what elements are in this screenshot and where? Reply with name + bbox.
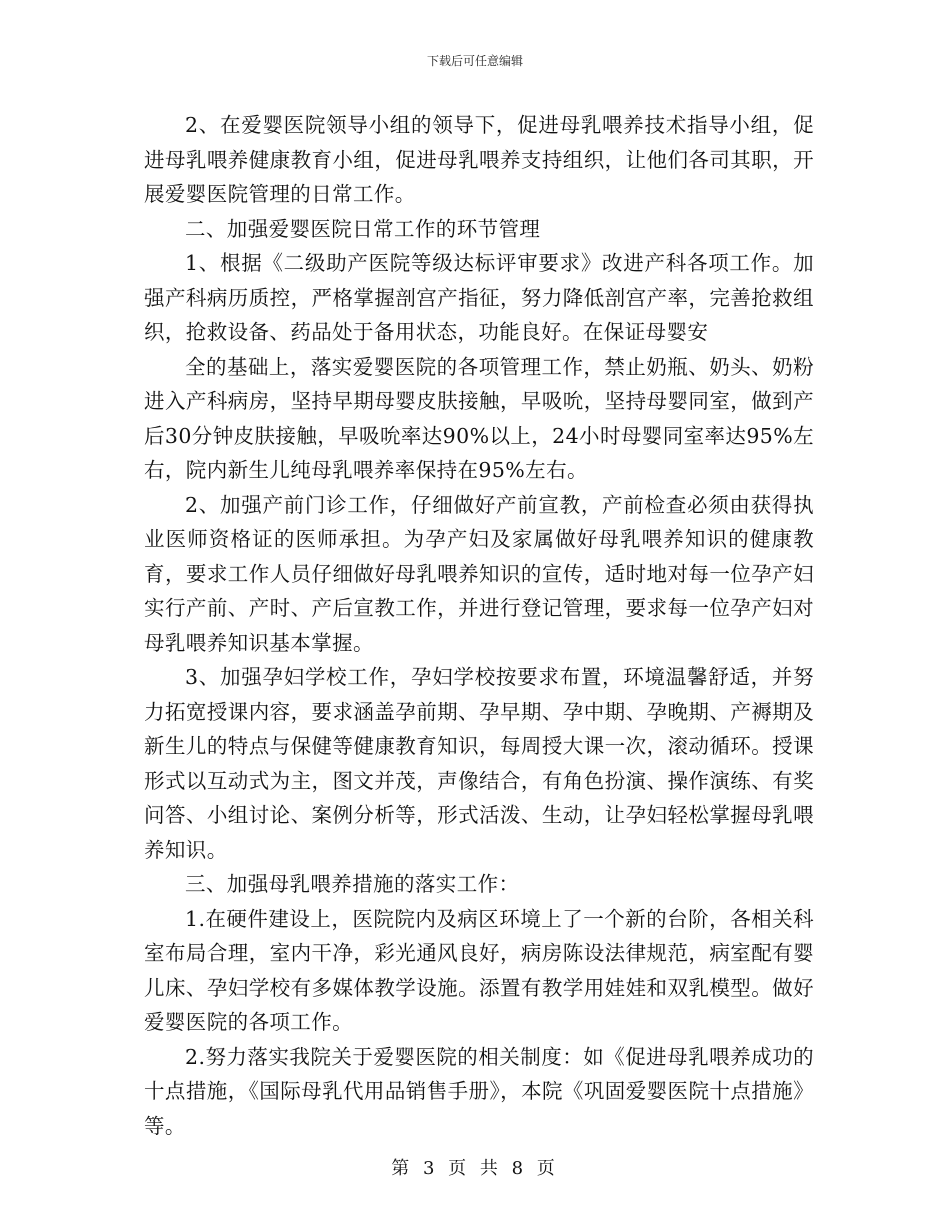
paragraph-2-1: 1、根据《二级助产医院等级达标评审要求》改进产科各项工作。加强产科病历质控，严格掌握剖宫产指征，努力降低剖宫产率，完善抢救组织，抢救设备、药品处于备用状态，功能良好。在保证母婴安: [144, 251, 814, 344]
paragraph-2-3: 3、加强孕妇学校工作，孕妇学校按要求布置，环境温馨舒适，并努力拓宽授课内容，要求涵盖孕前期、孕早期、孕中期、孕晚期、产褥期及新生儿的特点与保健等健康教育知识，每周授大课一次，滚动循环。授课形式以互动式为主，图文并茂，声像结合，有角色扮演、操作演练、有奖问答、小组讨论、案例分析等，形式活泼、生动，让孕妇轻松掌握母乳喂养知识。: [144, 665, 814, 862]
document-body: [144, 108, 814, 1143]
page-header: 下载后可任意编辑: [426, 54, 523, 68]
paragraph-3-1: 1.在硬件建设上，医院院内及病区环境上了一个新的台阶，各相关科室布局合理，室内干净，彩光通风良好，病房陈设法律规范，病室配有婴儿床、孕妇学校有多媒体教学设施。添置有教学用娃娃和双乳模型。做好爱婴医院的各项工作。: [144, 906, 814, 1034]
paragraph-2-1-continued: 全的基础上，落实爱婴医院的各项管理工作，禁止奶瓶、奶头、奶粉进入产科病房，坚持早期母婴皮肤接触，早吸吮，坚持母婴同室，做到产后30分钟皮肤接触，早吸吮率达90%以上，24小时母婴同室率达95%左右，院内新生儿纯母乳喂养率保持在95%左右。: [144, 354, 814, 482]
paragraph-2-2: 2、加强产前门诊工作，仔细做好产前宣教，产前检查必须由获得执业医师资格证的医师承担。为孕产妇及家属做好母乳喂养知识的健康教育，要求工作人员仔细做好母乳喂养知识的宣传，适时地对每一位孕产妇实行产前、产时、产后宣教工作，并进行登记管理，要求每一位孕产妇对母乳喂养知识基本掌握。: [144, 492, 814, 655]
paragraph-3-2: 2.努力落实我院关于爱婴医院的相关制度：如《促进母乳喂养成功的十点措施，《国际母乳代用品销售手册》，本院《巩固爱婴医院十点措施》等。: [144, 1044, 814, 1138]
section-heading-3: 三、加强母乳喂养措施的落实工作：: [185, 872, 520, 896]
page-number-footer: 第 3 页 共 8 页: [391, 1158, 559, 1179]
paragraph-1: 2、在爱婴医院领导小组的领导下，促进母乳喂养技术指导小组，促进母乳喂养健康教育小组，促进母乳喂养支持组织，让他们各司其职，开展爱婴医院管理的日常工作。: [144, 113, 814, 206]
section-heading-2: 二、加强爱婴医院日常工作的环节管理: [185, 216, 541, 241]
